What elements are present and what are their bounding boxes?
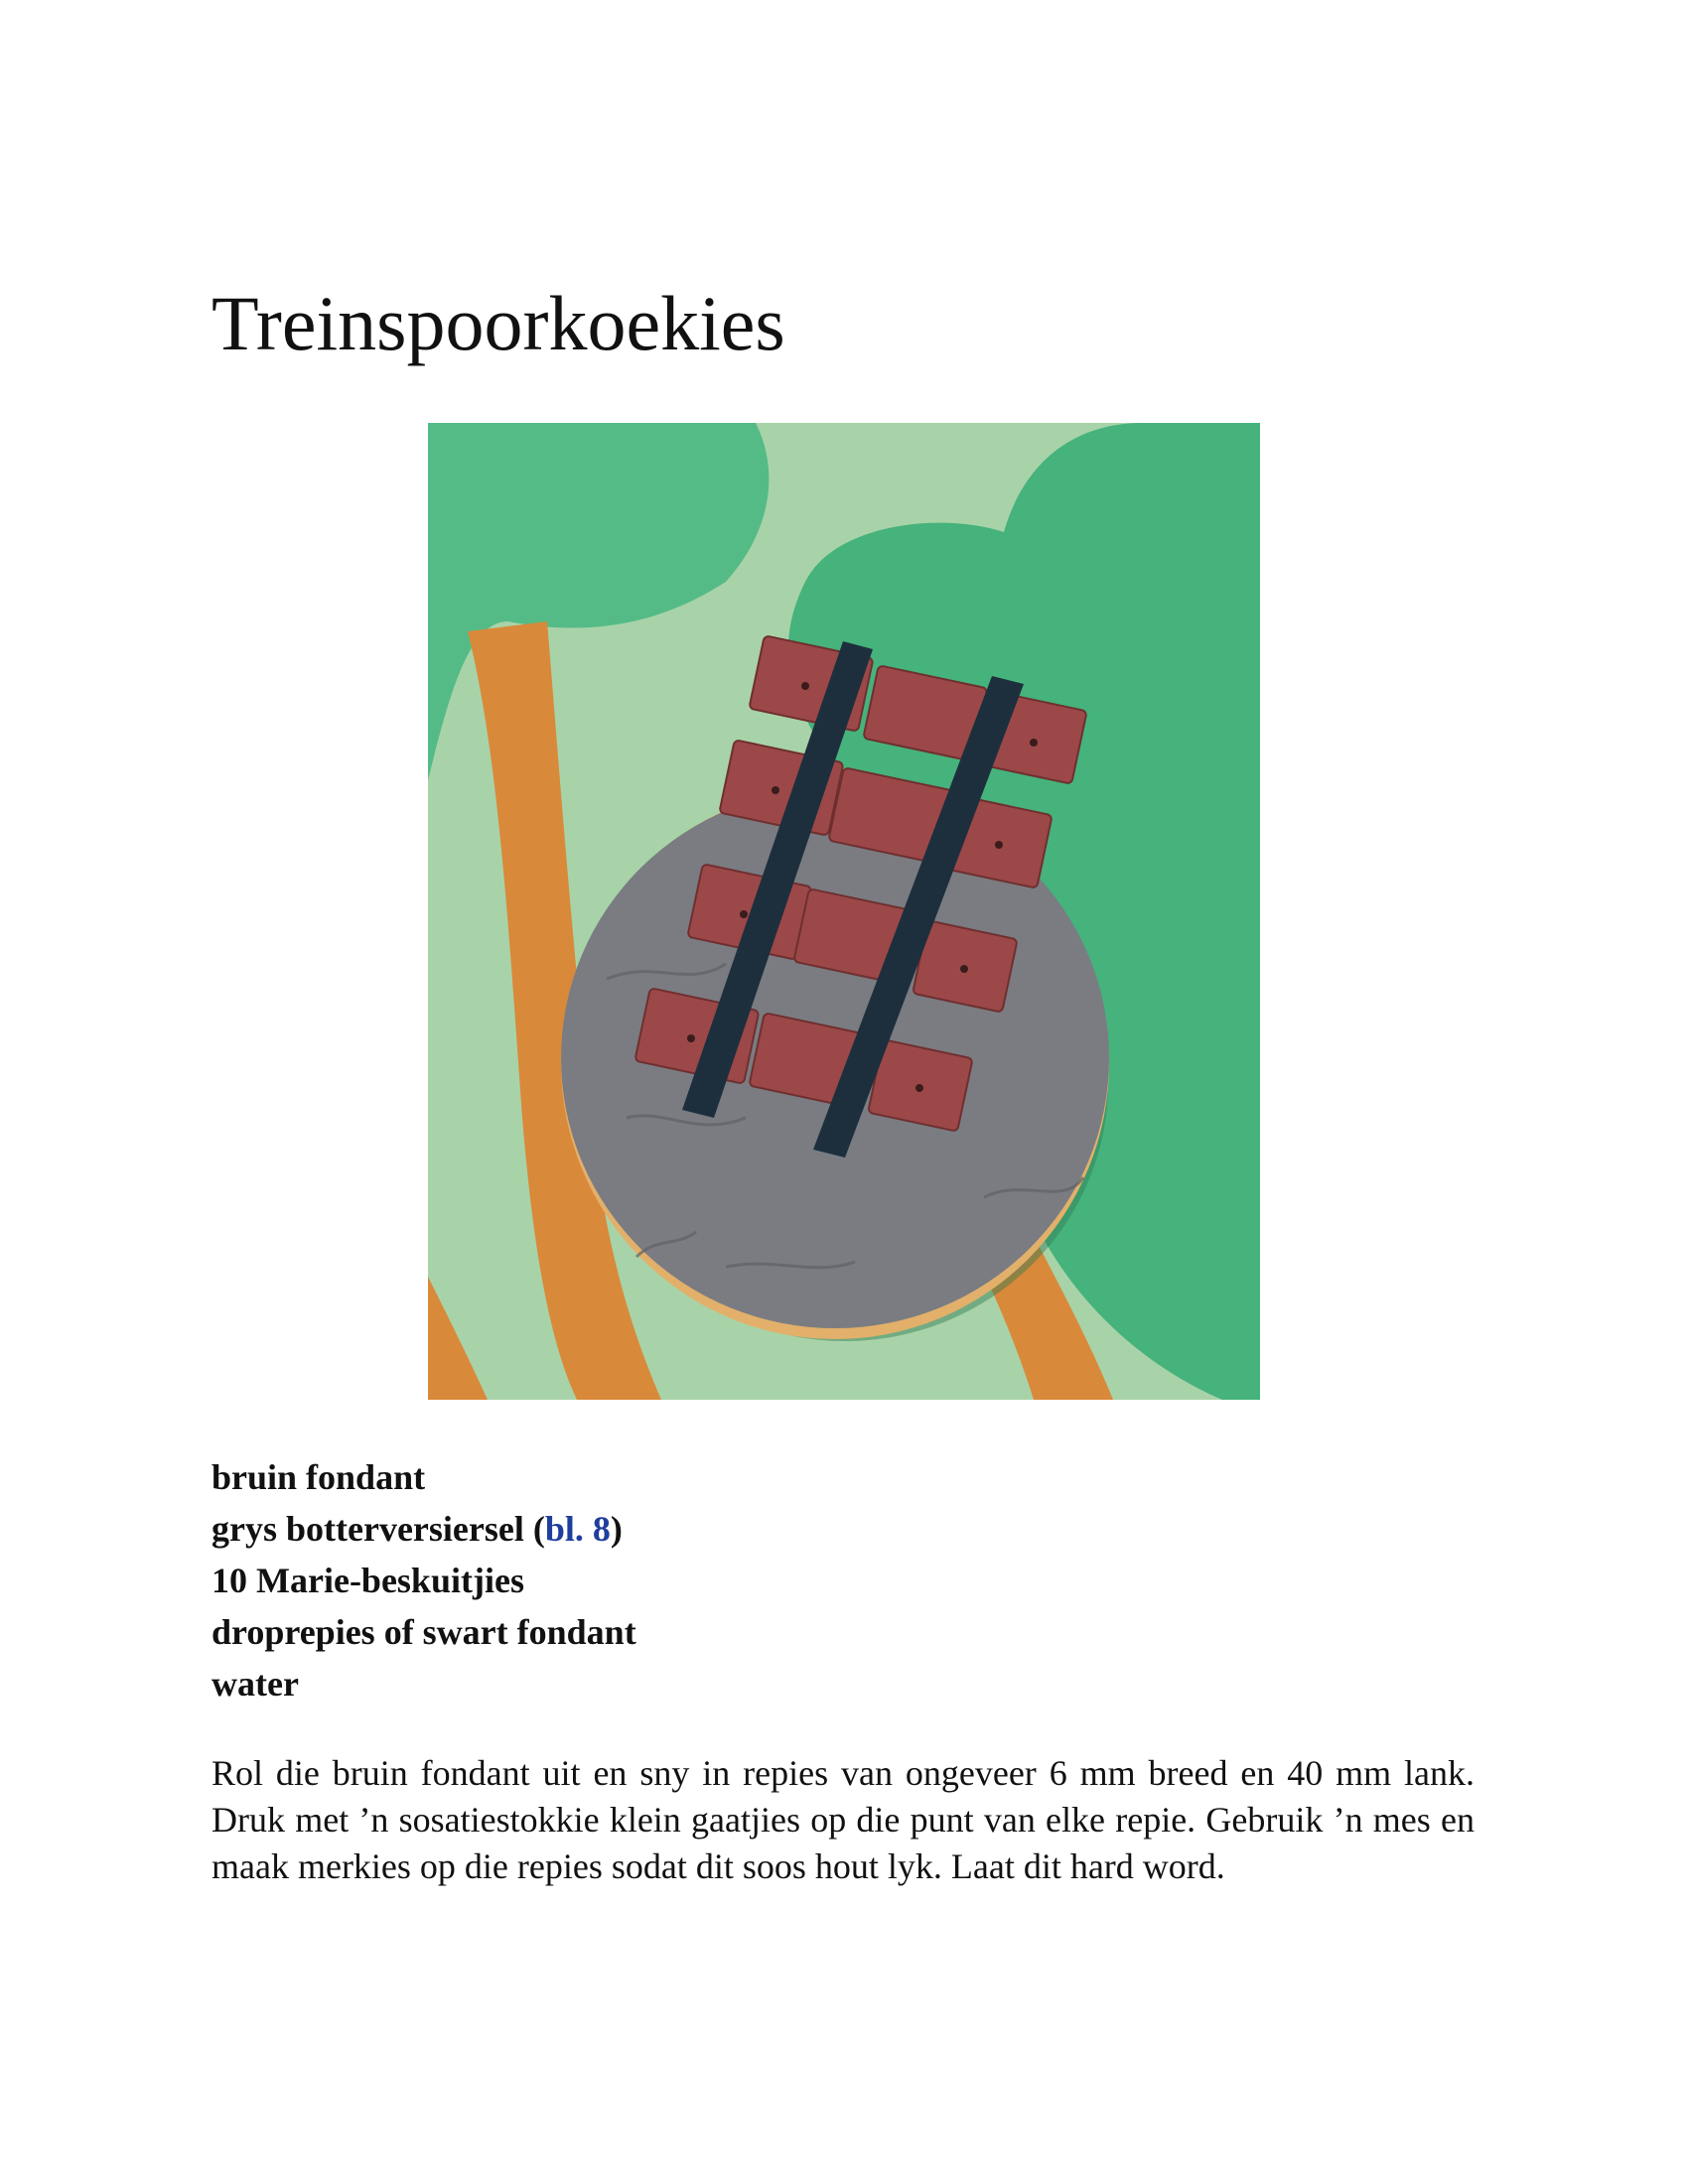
page-reference-link[interactable]: bl. 8 xyxy=(544,1509,611,1549)
ingredient-item: bruin fondant xyxy=(211,1457,426,1497)
page-title: Treinspoorkoekies xyxy=(211,280,785,366)
ingredient-item: droprepies of swart fondant xyxy=(211,1612,636,1652)
ingredient-item: 10 Marie-beskuitjies xyxy=(211,1561,524,1600)
ingredient-text: grys botterversiersel ( xyxy=(211,1509,545,1549)
method-paragraph: Rol die bruin fondant uit en sny in repies van ongeveer 6 mm breed en 40 mm lank. Druk met ’n sosatiestokkie klein gaatjies op die punt van elke repie. Gebruik ’n mes en maak merkies op die repies sodat dit soos hout lyk. Laat dit hard word. xyxy=(211,1753,1475,1886)
recipe-photo xyxy=(428,423,1260,1400)
ingredient-list xyxy=(211,1451,636,1709)
ingredient-text: ) xyxy=(610,1509,623,1549)
ingredient-item xyxy=(211,1503,636,1555)
ingredient-item: water xyxy=(211,1664,299,1704)
